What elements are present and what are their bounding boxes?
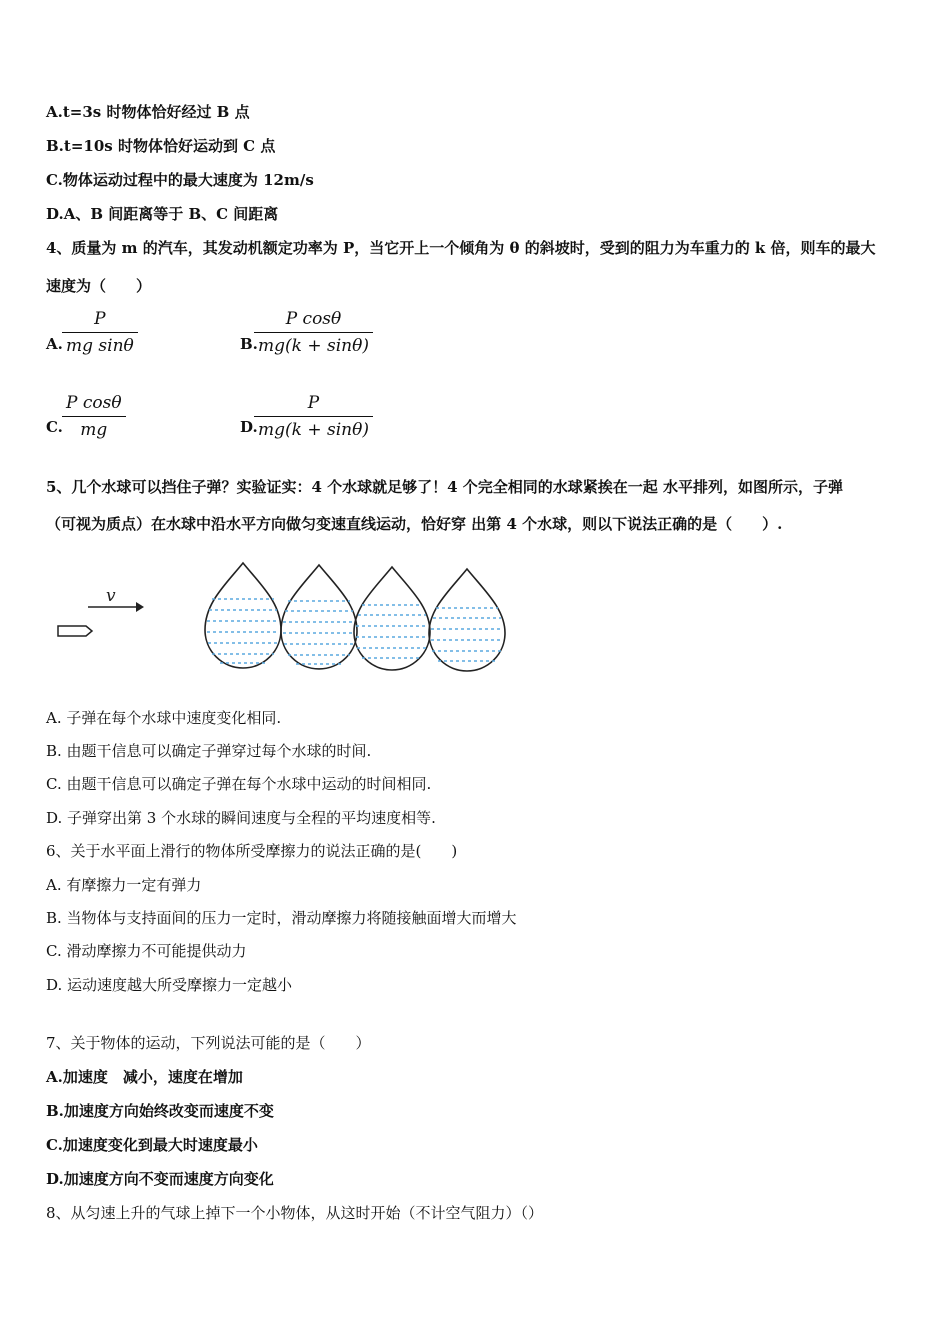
q4-option-d-label: D.	[240, 418, 258, 436]
q4-option-b-numerator: P cosθ	[254, 306, 373, 333]
water-ball-2	[281, 565, 357, 669]
q4-option-a-numerator: P	[62, 306, 138, 333]
q6-option-b: B. 当物体与支持面间的压力一定时，滑动摩擦力将随接触面增大而增大	[46, 909, 517, 927]
q6-stem: 6、关于水平面上滑行的物体所受摩擦力的说法正确的是( )	[46, 842, 458, 860]
q5-option-d: D. 子弹穿出第 3 个水球的瞬间速度与全程的平均速度相等.	[46, 809, 436, 827]
q3-option-d: D.A、B 间距离等于 B、C 间距离	[46, 205, 279, 223]
q4-option-c-fraction	[62, 390, 126, 443]
q4-option-a-denominator: mg sinθ	[66, 336, 134, 356]
q4-option-b-label: B.	[240, 335, 258, 353]
velocity-label: v	[106, 586, 116, 606]
water-ball-3	[354, 567, 430, 670]
q4-stem-line1: 4、质量为 m 的汽车，其发动机额定功率为 P，当它开上一个倾角为 θ 的斜坡时，受到的阻力为车重力的 k 倍，则车的最大	[46, 239, 876, 257]
q4-option-c-numerator: P cosθ	[62, 390, 126, 417]
bullet-icon	[58, 626, 92, 636]
q4-option-a-fraction	[62, 306, 138, 359]
velocity-arrowhead	[136, 602, 144, 612]
q5-figure	[40, 555, 520, 685]
q3-option-c: C.物体运动过程中的最大速度为 12m/s	[46, 171, 314, 189]
q4-option-d-fraction	[254, 390, 373, 443]
q4-option-b-fraction	[254, 306, 373, 359]
water-ball-1	[205, 563, 281, 668]
q5-option-c: C. 由题干信息可以确定子弹在每个水球中运动的时间相同.	[46, 775, 432, 793]
q4-option-d-numerator: P	[254, 390, 373, 417]
q4-option-c-denominator: mg	[80, 420, 108, 440]
q5-stem-line1: 5、几个水球可以挡住子弹？实验证实：4 个水球就足够了！4 个完全相同的水球紧挨在一起 水平排列，如图所示，子弹	[46, 478, 843, 496]
q5-stem-line2: （可视为质点）在水球中沿水平方向做匀变速直线运动，恰好穿 出第 4 个水球，则以下说法正确的是（ ）.	[46, 515, 783, 533]
q5-option-b: B. 由题干信息可以确定子弹穿过每个水球的时间.	[46, 742, 372, 760]
q8-stem: 8、从匀速上升的气球上掉下一个小物体，从这时开始（不计空气阻力）（）	[46, 1204, 544, 1222]
q3-option-b: B.t=10s 时物体恰好运动到 C 点	[46, 137, 276, 155]
q4-option-a-label: A.	[46, 335, 63, 353]
q6-option-a: A. 有摩擦力一定有弹力	[46, 876, 202, 894]
q7-option-d: D.加速度方向不变而速度方向变化	[46, 1170, 274, 1188]
q6-option-c: C. 滑动摩擦力不可能提供动力	[46, 942, 247, 960]
q4-option-c-label: C.	[46, 418, 63, 436]
water-dashes	[207, 599, 503, 664]
q5-option-a: A. 子弹在每个水球中速度变化相同.	[46, 709, 282, 727]
q6-option-d: D. 运动速度越大所受摩擦力一定越小	[46, 976, 293, 994]
q7-option-b: B.加速度方向始终改变而速度不变	[46, 1102, 274, 1120]
water-ball-4	[429, 569, 505, 671]
q4-stem-line2: 速度为（ ）	[46, 277, 152, 295]
q4-option-b-denominator: mg(k + sinθ)	[258, 336, 369, 356]
q3-option-a: A.t=3s 时物体恰好经过 B 点	[46, 103, 250, 121]
q7-stem: 7、关于物体的运动，下列说法可能的是（ ）	[46, 1034, 371, 1052]
q4-option-d-denominator: mg(k + sinθ)	[258, 420, 369, 440]
q7-option-a: A.加速度 减小，速度在增加	[46, 1068, 243, 1086]
q7-option-c: C.加速度变化到最大时速度最小	[46, 1136, 258, 1154]
